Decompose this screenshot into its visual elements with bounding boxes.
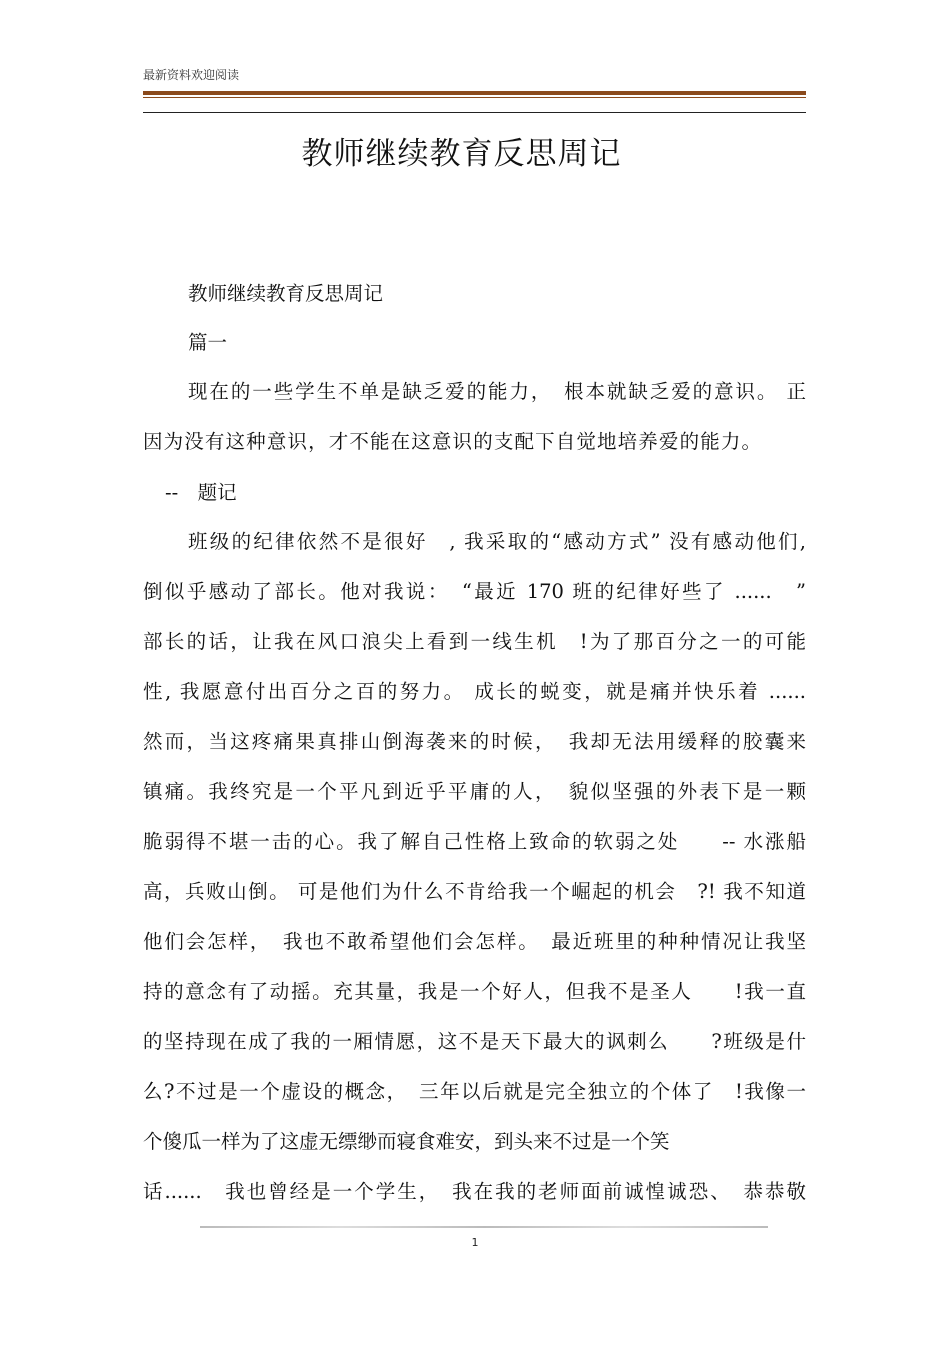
body-line: 性, 我愿意付出百分之百的努力。 成长的蜕变，就是痛并快乐着 ...... [143, 680, 806, 703]
body-line: 持的意念有了动摇。充其量，我是一个好人，但我不是圣人 !我一直 [143, 980, 806, 1003]
title-rule [143, 112, 806, 113]
body-line: 倒似乎感动了部长。他对我说： “最近 170 班的纪律好些了 ...... ” [143, 580, 806, 603]
body-line: 班级的纪律依然不是很好 , 我采取的“感动方式” 没有感动他们, [188, 530, 806, 553]
epigraph-source: -- 题记 [165, 481, 237, 504]
footer-rule [200, 1226, 768, 1228]
body-line: 因为没有这种意识，才不能在这意识的支配下自觉地培养爱的能力。 [143, 430, 761, 453]
body-line: 部长的话，让我在风口浪尖上看到一线生机 !为了那百分之一的可能 [143, 630, 806, 653]
body-line: 他们会怎样， 我也不敢希望他们会怎样。 最近班里的种种情况让我坚 [143, 930, 806, 953]
body-line: 么?不过是一个虚设的概念， 三年以后就是完全独立的个体了 !我像一 [143, 1080, 806, 1103]
body-line: 然而，当这疼痛果真排山倒海袭来的时候， 我却无法用缓释的胶囊来 [143, 730, 806, 753]
body-line: 的坚持现在成了我的一厢情愿，这不是天下最大的讽刺么 ?班级是什 [143, 1030, 806, 1053]
header-rule-thick [143, 91, 806, 95]
section-heading: 篇一 [188, 331, 228, 354]
header-label: 最新资料欢迎阅读 [143, 68, 240, 82]
page-number: 1 [471, 1236, 479, 1249]
body-line: 高，兵败山倒。 可是他们为什么不肯给我一个崛起的机会 ?! 我不知道 [143, 880, 806, 903]
body-line: 现在的一些学生不单是缺乏爱的能力， 根本就缺乏爱的意识。 正 [188, 380, 806, 403]
body-line: 个傻瓜一样为了这虚无缥缈而寝食难安，到头来不过是一个笑 [143, 1130, 670, 1153]
body-line: 镇痛。我终究是一个平凡到近乎平庸的人， 貌似坚强的外表下是一颗 [143, 780, 806, 803]
page-title: 教师继续教育反思周记 [301, 136, 622, 172]
body-line: 话...... 我也曾经是一个学生， 我在我的老师面前诚惶诚恐、 恭恭敬 [143, 1180, 806, 1203]
header-rule-thin [143, 97, 806, 98]
subtitle: 教师继续教育反思周记 [188, 282, 384, 305]
body-line: 脆弱得不堪一击的心。我了解自己性格上致命的软弱之处 -- 水涨船 [143, 830, 806, 853]
